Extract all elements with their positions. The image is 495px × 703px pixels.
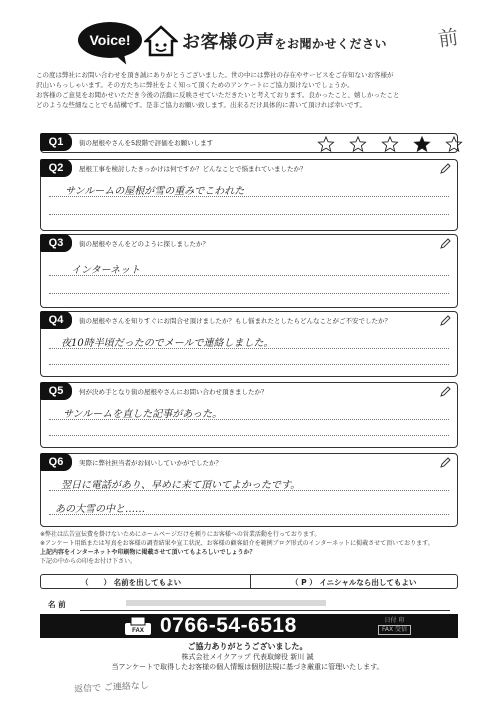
consent-option-name[interactable] bbox=[81, 577, 181, 588]
answer-line bbox=[49, 435, 449, 436]
question-tag: Q2 bbox=[40, 159, 72, 177]
question-text: 実際に弊社担当者がお伺いしていかがでしたか？ bbox=[79, 459, 222, 467]
answer-text: サンルームの屋根が雪の重みでこわれた bbox=[65, 186, 245, 197]
answer-text: サンルームを直した記事があった。 bbox=[63, 409, 223, 420]
question-text: 何が決め手となり街の屋根やさんにお問い合わせ頂きましたか？ bbox=[79, 388, 268, 396]
answer-line bbox=[49, 196, 449, 197]
intro-line: お客様のご意見をお聞かせいただき今後の活動に反映させていただきたいと考えております。良かったこと、嬉しかったこと bbox=[36, 91, 400, 99]
note-line: ※アンケート用紙または写真をお客様の調査結果や宣工状況、お客様の顧客紹介を範例ブログ形式のインターネットに掲載させて頂いております。 bbox=[40, 540, 434, 547]
star-icon[interactable] bbox=[349, 136, 367, 152]
question-tag: Q5 bbox=[40, 382, 72, 400]
question-tag: Q3 bbox=[40, 234, 72, 252]
question-box-q5 bbox=[40, 382, 458, 448]
note-line: ※弊社は広告宣伝費を掛けないためにホームページだけを頼りにお客様への営業活動を行っております。 bbox=[40, 531, 321, 538]
pencil-icon bbox=[439, 457, 451, 469]
answer-text: インターネット bbox=[71, 265, 141, 276]
note-line: 上記内容をインターネットや印刷物に掲載させて頂いてもよろしいでしょうか？ bbox=[40, 549, 256, 556]
answer-line bbox=[49, 490, 449, 491]
survey-title-suffix: をお聞かせください bbox=[274, 37, 388, 51]
question-box-q3 bbox=[40, 234, 458, 308]
footer-privacy: 当アンケートで取得したお客様の個人情報は個別法規に基づき厳重に管理いたします。 bbox=[111, 663, 384, 671]
redacted-name bbox=[126, 600, 326, 606]
survey-title-main: お客様の声 bbox=[182, 32, 275, 53]
question-tag: Q1 bbox=[40, 133, 72, 151]
corner-mark: 前 bbox=[436, 24, 460, 52]
question-box-q1 bbox=[40, 133, 458, 153]
pencil-icon bbox=[439, 163, 451, 175]
answer-line bbox=[49, 348, 449, 349]
intro-line: この度は弊社にお問い合わせを頂き誠にありがとうございました。世の中には弊社の存在やサービスをご存知ないお客様が bbox=[36, 71, 394, 79]
consent-options bbox=[40, 574, 458, 589]
handwritten-note: 返信で ご連絡なし bbox=[73, 681, 150, 695]
fax-machine-icon bbox=[124, 616, 152, 636]
stamp-line: FAX 受信 bbox=[378, 625, 411, 635]
intro-text bbox=[36, 70, 456, 110]
voice-speech-bubble: Voice! bbox=[78, 22, 142, 58]
answer-line bbox=[49, 419, 449, 420]
note-line: 下記の中からの印をお付け下さい。 bbox=[40, 558, 137, 565]
answer-text: 夜10時半頃だったのでメールで連絡しました。 bbox=[61, 338, 274, 349]
question-text: 屋根工事を検討したきっかけは何ですか？どんなことで悩まれていましたか？ bbox=[79, 165, 307, 173]
answer-line bbox=[49, 214, 449, 215]
name-field[interactable] bbox=[40, 596, 458, 612]
answer-line bbox=[49, 514, 449, 515]
survey-title bbox=[182, 28, 387, 54]
star-icon[interactable] bbox=[317, 136, 335, 152]
answer-line bbox=[49, 293, 449, 294]
star-icon-selected[interactable] bbox=[413, 136, 431, 152]
star-icon[interactable] bbox=[445, 136, 463, 152]
answer-text: あの大雪の中と…… bbox=[55, 504, 145, 515]
answer-line bbox=[49, 364, 449, 365]
notes-text bbox=[40, 530, 460, 566]
question-text: 街の屋根やさんを5段階で評価をお願いします bbox=[79, 139, 214, 147]
fax-label: FAX bbox=[132, 628, 144, 634]
survey-header bbox=[78, 20, 418, 68]
question-text: 街の屋根やさんを知りすぐにお問合せ頂けましたか？もし悩まれたとしたらどんなことがご不安でしたか？ bbox=[79, 317, 391, 325]
answer-text: 翌日に電話があり、早めに来て頂いてよかったです。 bbox=[61, 480, 301, 491]
consent-label: 名前を出してもよい bbox=[113, 578, 182, 587]
consent-mark: （ ） bbox=[81, 578, 111, 587]
pencil-icon bbox=[439, 315, 451, 327]
fax-number: 0766-54-6518 bbox=[160, 614, 297, 637]
house-icon bbox=[144, 24, 178, 58]
question-box-q2 bbox=[40, 159, 458, 231]
consent-divider bbox=[250, 575, 251, 588]
consent-option-initials[interactable] bbox=[291, 577, 416, 588]
stamp-line: 日付 印 bbox=[384, 617, 405, 624]
star-icon[interactable] bbox=[381, 136, 399, 152]
pencil-icon bbox=[439, 238, 451, 250]
consent-label: イニシャルなら出してもよい bbox=[319, 578, 417, 587]
question-box-q4 bbox=[40, 311, 458, 377]
intro-line: 沢山いらっしゃいます。その方たちに弊社をよく知って頂くためのアンケートにご協力頂けないでしょうか。 bbox=[36, 81, 354, 89]
rating-stars[interactable] bbox=[317, 136, 463, 152]
footer-company: 株式会社メイクアップ 代表取締役 新川 誠 bbox=[181, 653, 314, 661]
question-tag: Q6 bbox=[40, 453, 72, 471]
consent-mark: （ P ） bbox=[291, 578, 317, 587]
name-label: 名 前 bbox=[48, 600, 66, 609]
question-box-q6 bbox=[40, 453, 458, 527]
intro-line: どのような些細なことでも結構です。是非ご協力お願い致します。出来るだけ具体的に書いて頂ければ幸いです。 bbox=[36, 101, 366, 109]
fax-bar bbox=[40, 614, 458, 638]
name-underline bbox=[80, 610, 450, 611]
question-tag: Q4 bbox=[40, 311, 72, 329]
answer-line bbox=[49, 275, 449, 276]
pencil-icon bbox=[439, 386, 451, 398]
fax-received-stamp bbox=[378, 617, 411, 635]
question-text: 街の屋根やさんをどのように探しましたか？ bbox=[79, 240, 209, 248]
footer-thanks: ご協力ありがとうございました。 bbox=[187, 642, 308, 651]
